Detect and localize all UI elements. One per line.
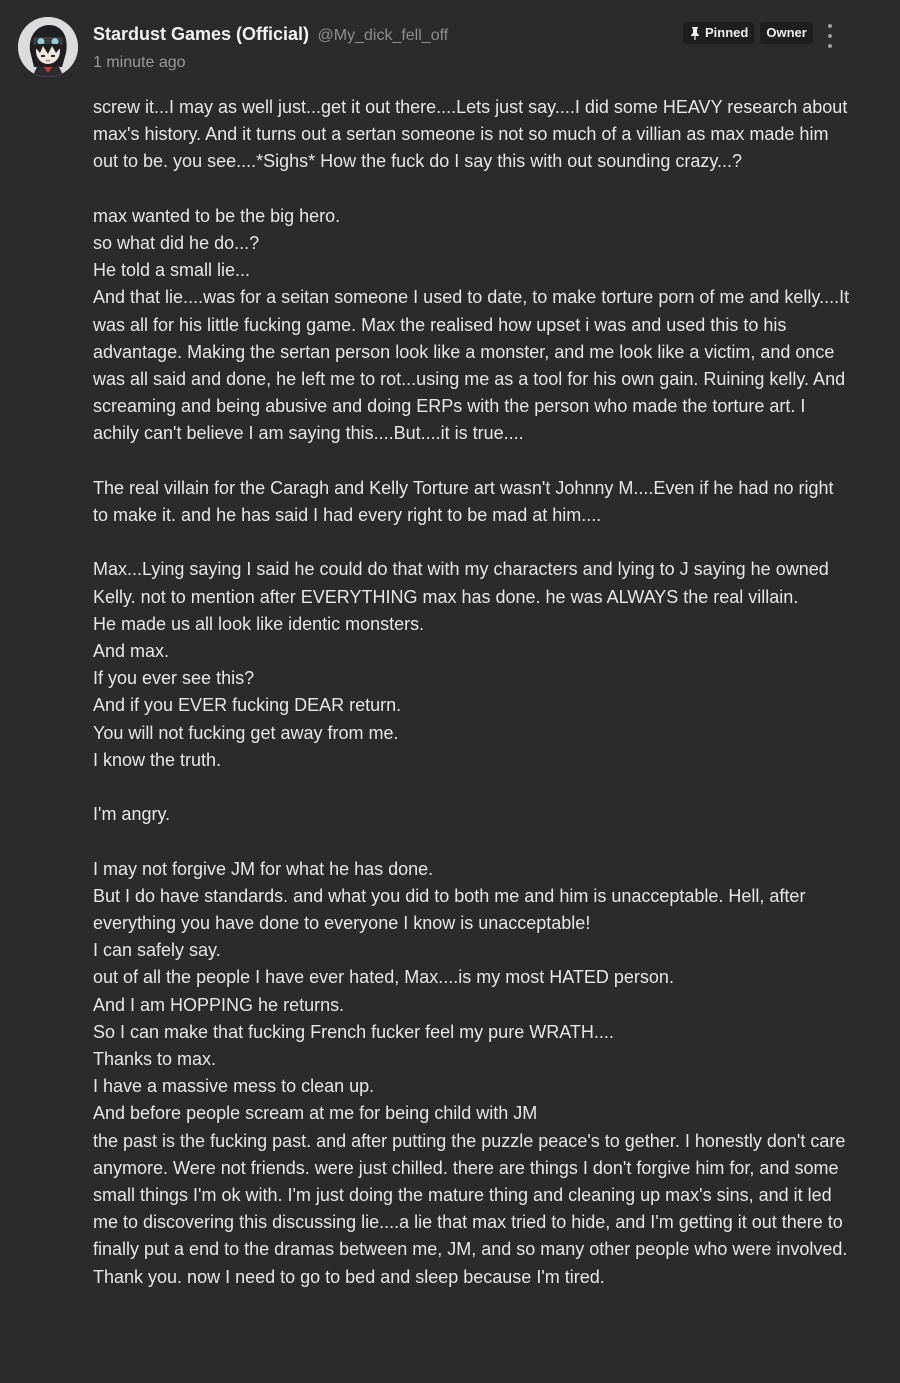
- more-options-button[interactable]: [824, 24, 836, 48]
- author-line: [93, 24, 448, 45]
- author-handle[interactable]: @My_dick_fell_off: [317, 27, 449, 44]
- pinned-label: Pinned: [705, 25, 749, 40]
- post-line: He made us all look like identic monsters.: [93, 613, 425, 634]
- anime-character-avatar-icon: [18, 17, 78, 77]
- post-line: I may not forgive JM for what he has done.: [93, 858, 434, 879]
- post-line: And max.: [93, 641, 170, 662]
- post-line: And if you EVER fucking DEAR return.: [93, 695, 402, 716]
- post-line: max wanted to be the big hero.: [93, 205, 341, 226]
- post-line: If you ever see this?: [93, 668, 255, 689]
- paragraph-gap: [93, 176, 853, 203]
- pin-icon: [689, 26, 701, 40]
- post-line: so what did he do...?: [93, 233, 260, 253]
- paragraph-gap: [93, 774, 853, 801]
- post-line: And before people scream at me for being child with JM: [93, 1103, 538, 1124]
- post-line: I know the truth.: [93, 749, 222, 770]
- paragraph-gap: [93, 828, 853, 855]
- post-line: So I can make that fucking French fucker feel my pure WRATH....: [93, 1021, 614, 1042]
- post-line: And I am HOPPING he returns.: [93, 994, 345, 1015]
- ellipsis-dot: [828, 44, 832, 48]
- author-name[interactable]: Stardust Games (Official): [93, 24, 310, 44]
- post-line: I have a massive mess to clean up.: [93, 1076, 375, 1097]
- pinned-badge: [683, 22, 754, 44]
- owner-label: Owner: [766, 25, 807, 40]
- post-line: out of all the people I have ever hated, Max....is my most HATED person.: [93, 967, 674, 988]
- badge-group: [683, 22, 813, 44]
- avatar[interactable]: [18, 17, 78, 77]
- post-line: Max...Lying saying I said he could do that with my characters and lying to J saying he owned Kelly. not to mention after EVERYTHING max has done. he was ALWAYS the real villain.: [93, 559, 829, 607]
- paragraph-gap: [93, 529, 853, 556]
- post-line: I'm angry.: [93, 804, 171, 825]
- paragraph-gap: [93, 448, 853, 475]
- post-line: I can safely say.: [93, 940, 221, 961]
- post-line: The real villain for the Caragh and Kelly Torture art wasn't Johnny M....Even if he had no right to make it. and he has said I had every right to be mad at him....: [93, 477, 834, 526]
- post-line: screw it...I may as well just...get it out there....Lets just say....I did some HEAVY research about max's history. And it turns out a sertan someone is not so much of a villian as max made him out to be. you see....*Sighs* How the fuck do I say this with out sounding crazy...?: [93, 97, 848, 172]
- post-line: He told a small lie...: [93, 260, 251, 281]
- post-timestamp: 1 minute ago: [93, 54, 186, 71]
- post-line: Thanks to max.: [93, 1049, 217, 1070]
- post-line: And that lie....was for a seitan someone I used to date, to make torture porn of me and kelly....It was all for his little fucking game. Max the realised how upset i was and used this to his advantage. Making the sertan person look like a monster, and me look like a victim, and once was all said and done, he left me to rot...using me as a tool for his own gain. Ruining kelly. And screaming and being abusive and doing ERPs with the person who made the torture art. I achily can't believe I am saying this....But....it is true....: [93, 287, 850, 444]
- ellipsis-dot: [828, 34, 832, 38]
- post-line: You will not fucking get away from me.: [93, 722, 399, 743]
- post-body: [93, 94, 853, 1291]
- vertical-ellipsis-icon: [828, 24, 832, 28]
- post-line: But I do have standards. and what you did to both me and him is unacceptable. Hell, after everything you have done to everyone I know is unacceptable!: [93, 885, 806, 934]
- post-line: the past is the fucking past. and after putting the puzzle peace's to gether. I honestly don't care anymore. Were not friends. were just chilled. there are things I don't forgive him for, and some small things I'm ok with. I'm just doing the mature thing and cleaning up max's sins, and it led me to discovering this discussing lie....a lie that max tried to hide, and I'm getting it out there to finally put a end to the dramas between me, JM, and so many other people who were involved. Thank you. now I need to go to bed and sleep because I'm tired.: [93, 1130, 848, 1287]
- owner-badge: [760, 22, 812, 44]
